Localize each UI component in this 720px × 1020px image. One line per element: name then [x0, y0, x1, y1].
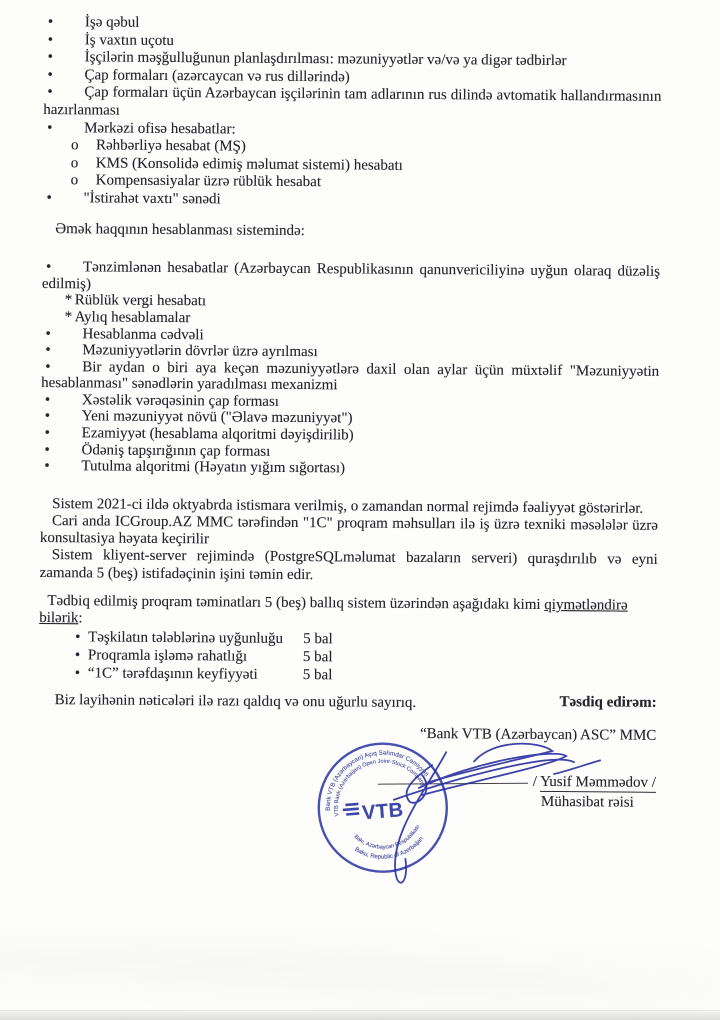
- rating-criterion: “1C” tərəfdaşının keyfiyyəti: [87, 665, 258, 683]
- bullet-marker: •: [45, 325, 51, 342]
- list-item-text: "İstirahət vaxtı" sənədi: [83, 190, 221, 208]
- bullet-marker: •: [44, 425, 51, 442]
- stamp-arc-top-line2: VTB Bank (Azerbaijan) Open Joint-Stock Company: [333, 758, 426, 817]
- bullet-marker: •: [44, 391, 51, 408]
- signer-role: Mühasibat rəisi: [540, 794, 634, 811]
- stamp-arc-top-line1: Bank VTB (Azərbaycan) Açıq Səhmdar Cəmiyyəti: [324, 749, 430, 811]
- circle-marker: o: [70, 172, 79, 189]
- bullet-marker: •: [75, 629, 81, 646]
- list-item-text: Aylıq hesablamalar: [74, 309, 191, 327]
- bullet-marker: •: [74, 647, 81, 664]
- list-item-text: Kompensasiyalar üzrə rüblük hesabat: [95, 172, 322, 191]
- list-item: [42, 190, 660, 212]
- list-item-text: İşə qəbul: [84, 14, 140, 31]
- asterisk-marker: *: [64, 292, 73, 309]
- list-item-text: Bir aydan o biri aya keçən məzuniyyətlərə daxil olan aylar üçün müxtəlif "Məzuniyyətin hesablanması" sənədlərin yaradılması mexanizmi: [41, 358, 660, 394]
- signer-prefix: /: [532, 773, 541, 790]
- bullet-list-salary-system: [40, 259, 660, 480]
- bullet-list-features: [42, 14, 662, 212]
- stamp-arc-bottom-line2: Bakı, Azərbaycan Respublikası: [352, 824, 422, 851]
- bullet-marker: •: [47, 66, 53, 83]
- bullet-marker: •: [47, 14, 54, 31]
- stamp-arc-bottom-line1: Baku, Republic of Azerbaijan: [353, 836, 425, 861]
- rating-criterion: Təşkilatın tələblərinə uyğunluğu: [88, 629, 284, 648]
- list-item-text: Xəstəlik vərəqəsinin çap forması: [81, 392, 280, 410]
- list-item-text: İş vaxtın uçotu: [84, 31, 175, 49]
- rating-intro-text: Tədbiq edilmiş proqram təminatları 5 (beş) ballıq sistem üzərindən aşağıdakı kimi: [47, 592, 545, 613]
- document-body: [36, 14, 662, 1011]
- rating-score: 5 bal: [303, 631, 333, 648]
- bullet-marker: •: [47, 119, 53, 136]
- scan-edge: [0, 1010, 720, 1020]
- list-item-text: Rəhbərliyə hesabat (MŞ): [95, 137, 246, 155]
- bullet-marker: •: [47, 84, 53, 101]
- list-item-text: Mərkəzi ofisə hesabatlar:: [84, 119, 236, 138]
- list-item-text: Yeni məzuniyyət növü ("Əlavə məzuniyyət"): [81, 408, 353, 427]
- circle-marker: o: [70, 154, 79, 172]
- section-title: Əmək haqqının hesablanması sistemində:: [55, 220, 305, 239]
- list-item-text: Hesablanma cədvəli: [82, 325, 204, 343]
- bullet-marker: •: [44, 441, 50, 458]
- asterisk-marker: *: [64, 309, 73, 326]
- company-name: “Bank VTB (Azərbaycan) ASC” MMC: [419, 725, 657, 744]
- list-item: [43, 84, 661, 124]
- bullet-marker: •: [45, 342, 51, 359]
- rating-criterion: Proqramla işləmə rahatlığı: [87, 647, 248, 665]
- paragraph: Sistem 2021-ci ildə oktyabrda istismara verilmiş, o zamandan normal rejimdə fəaliyyət göstərirlər.: [52, 495, 644, 517]
- paragraph: Cari anda ICGroup.AZ MMC tərəfindən "1C" proqram məhsulları ilə iş üzrə texniki məsələlər üzrə konsultasiya həyata keçirilir: [39, 513, 659, 548]
- approval-heading: Təsdiq edirəm:: [559, 694, 657, 711]
- bullet-marker: •: [47, 31, 54, 48]
- vtb-logo: [342, 799, 404, 826]
- list-item-text: İşçilərin məşğulluğunun planlaşdırılması: məzuniyyətlər və/və ya digər tədbirlər: [84, 49, 567, 70]
- signer-name: Yusif Məmmədov /: [540, 773, 657, 791]
- rating-score: 5 bal: [302, 667, 333, 684]
- list-item-text: Çap formaları üçün Azərbaycan işçilərinin tam adlarının rus dilində avtomatik hallandırmasının hazırlanması: [43, 84, 662, 119]
- rating-score: 5 bal: [302, 649, 333, 666]
- paragraph-block: [40, 496, 659, 587]
- bullet-marker: •: [47, 49, 53, 66]
- list-item: [41, 359, 659, 397]
- circle-marker: o: [70, 137, 79, 154]
- list-item-text: Ezamiyyət (hesablama alqoritmi dəyişdirilib): [81, 425, 354, 444]
- bullet-marker: •: [44, 458, 50, 475]
- scan-smudge: [0, 930, 720, 1010]
- company-stamp: [307, 732, 458, 883]
- bullet-marker: •: [45, 259, 52, 276]
- bullet-marker: •: [74, 665, 81, 682]
- list-item-text: Rüblük vergi hesabatı: [74, 292, 207, 310]
- list-item-text: KMS (Konsolidə edimiş məlumat sistemi) hesabatı: [95, 155, 403, 174]
- list-item: [40, 458, 658, 479]
- rating-row: [75, 665, 657, 688]
- rating-intro-underlined: qiymətləndirə bilərik: [39, 596, 628, 627]
- stamp-logo-text: VTB: [361, 799, 405, 825]
- bullet-marker: •: [46, 189, 52, 207]
- rating-intro-colon: :: [78, 610, 83, 627]
- list-item-text: Tutulma alqoritmi (Həyatın yığım sığortası): [81, 458, 346, 477]
- list-item-text: Məzuniyyətlərin dövrlər üzrə ayrılması: [82, 342, 318, 361]
- rating-list: [39, 628, 657, 687]
- rating-intro: [39, 593, 657, 632]
- bullet-marker: •: [44, 408, 51, 425]
- list-item-text: Tənzimlənən hesabatlar (Azərbaycan Respublikasının qanunvericiliyinə uyğun olaraq düzəliş edilmiş): [41, 259, 661, 293]
- list-item-text: Ödəniş tapşırığının çap forması: [81, 441, 271, 460]
- list-item-text: Çap formaları (azərcaycan və rus dillərində): [84, 67, 350, 86]
- paragraph: Sistem kliyent-server rejimində (PostgreSQLməlumat bazaların serveri) quraşdırılıb və eyni zamanda 5 (beş) istifadəçinin işini təmin edir.: [39, 547, 658, 583]
- list-item: [42, 259, 660, 297]
- bullet-marker: •: [45, 358, 51, 375]
- closing-paragraph: Biz layihənin nəticələri ilə razı qaldıq və onu uğurlu sayırıq.: [54, 692, 417, 712]
